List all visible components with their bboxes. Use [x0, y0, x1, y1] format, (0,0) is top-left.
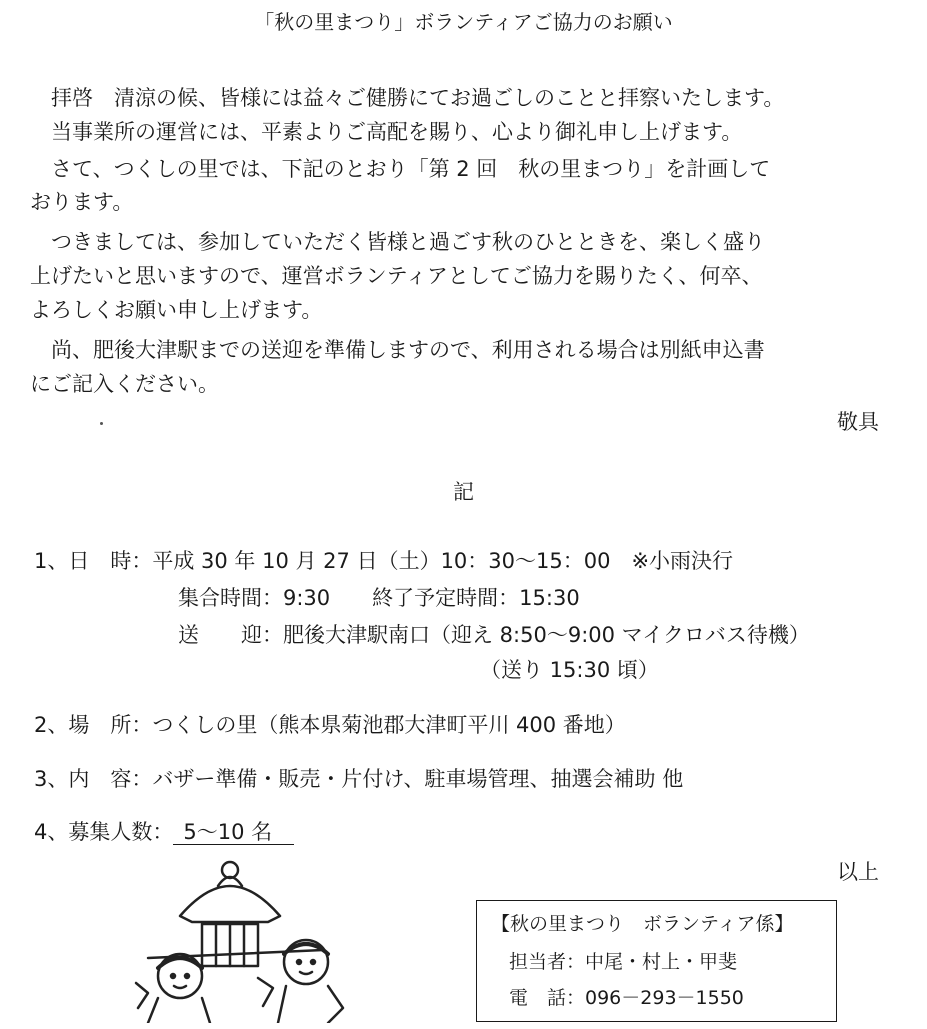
body-line: さて、つくしの里では、下記のとおり「第 2 回 秋の里まつり」を計画して — [30, 157, 771, 181]
contact-header: 【秋の里まつり ボランティア係】 — [491, 913, 794, 935]
body-line: つきましては、参加していただく皆様と過ごす秋のひとときを、楽しく盛り — [30, 230, 765, 254]
body-line: にご記入ください。 — [30, 372, 219, 396]
detail-meeting-time: 集合時間：9:30 終了予定時間：15:30 — [178, 586, 580, 610]
ki-heading: 記 — [453, 480, 474, 504]
contact-box — [476, 900, 837, 1022]
detail-transport-return: （送り 15:30 頃） — [480, 658, 659, 682]
body-line: 当事業所の運営には、平素よりご高配を賜り、心より御礼申し上げます。 — [30, 120, 743, 144]
stray-dot — [100, 422, 103, 425]
body-line: 尚、肥後大津駅までの送迎を準備しますので、利用される場合は別紙申込書 — [30, 338, 765, 362]
body-line: よろしくお願い申し上げます。 — [30, 298, 323, 322]
detail-date: 1、日 時：平成 30 年 10 月 27 日（土）10：30～15：00 ※小雨決行 — [34, 549, 734, 573]
detail-transport: 送 迎：肥後大津駅南口（迎え 8:50～9:00 マイクロバス待機） — [178, 623, 810, 647]
body-line: おります。 — [30, 190, 134, 214]
detail-content: 3、内 容：バザー準備・販売・片付け、駐車場管理、抽選会補助 他 — [34, 767, 684, 791]
mikoshi-illustration — [118, 858, 368, 1023]
contact-phone: 電 話：096－293－1550 — [509, 987, 744, 1009]
detail-recruit — [34, 818, 294, 846]
body-line: 拝啓 清涼の候、皆様には益々ご健勝にてお過ごしのことと拝察いたします。 — [30, 86, 785, 110]
recruit-label: 4、募集人数： — [34, 820, 174, 844]
contact-person: 担当者：中尾・村上・甲斐 — [509, 951, 738, 973]
closing-ijou: 以上 — [837, 860, 879, 884]
recruit-count: 5～10 名 — [173, 820, 294, 845]
body-line: 上げたいと思いますので、運営ボランティアとしてご協力を賜りたく、何卒、 — [30, 264, 763, 288]
document-title: 「秋の里まつり」ボランティアご協力のお願い — [254, 10, 673, 34]
closing-keigu: 敬具 — [837, 410, 879, 434]
detail-place: 2、場 所：つくしの里（熊本県菊池郡大津町平川 400 番地） — [34, 713, 626, 737]
